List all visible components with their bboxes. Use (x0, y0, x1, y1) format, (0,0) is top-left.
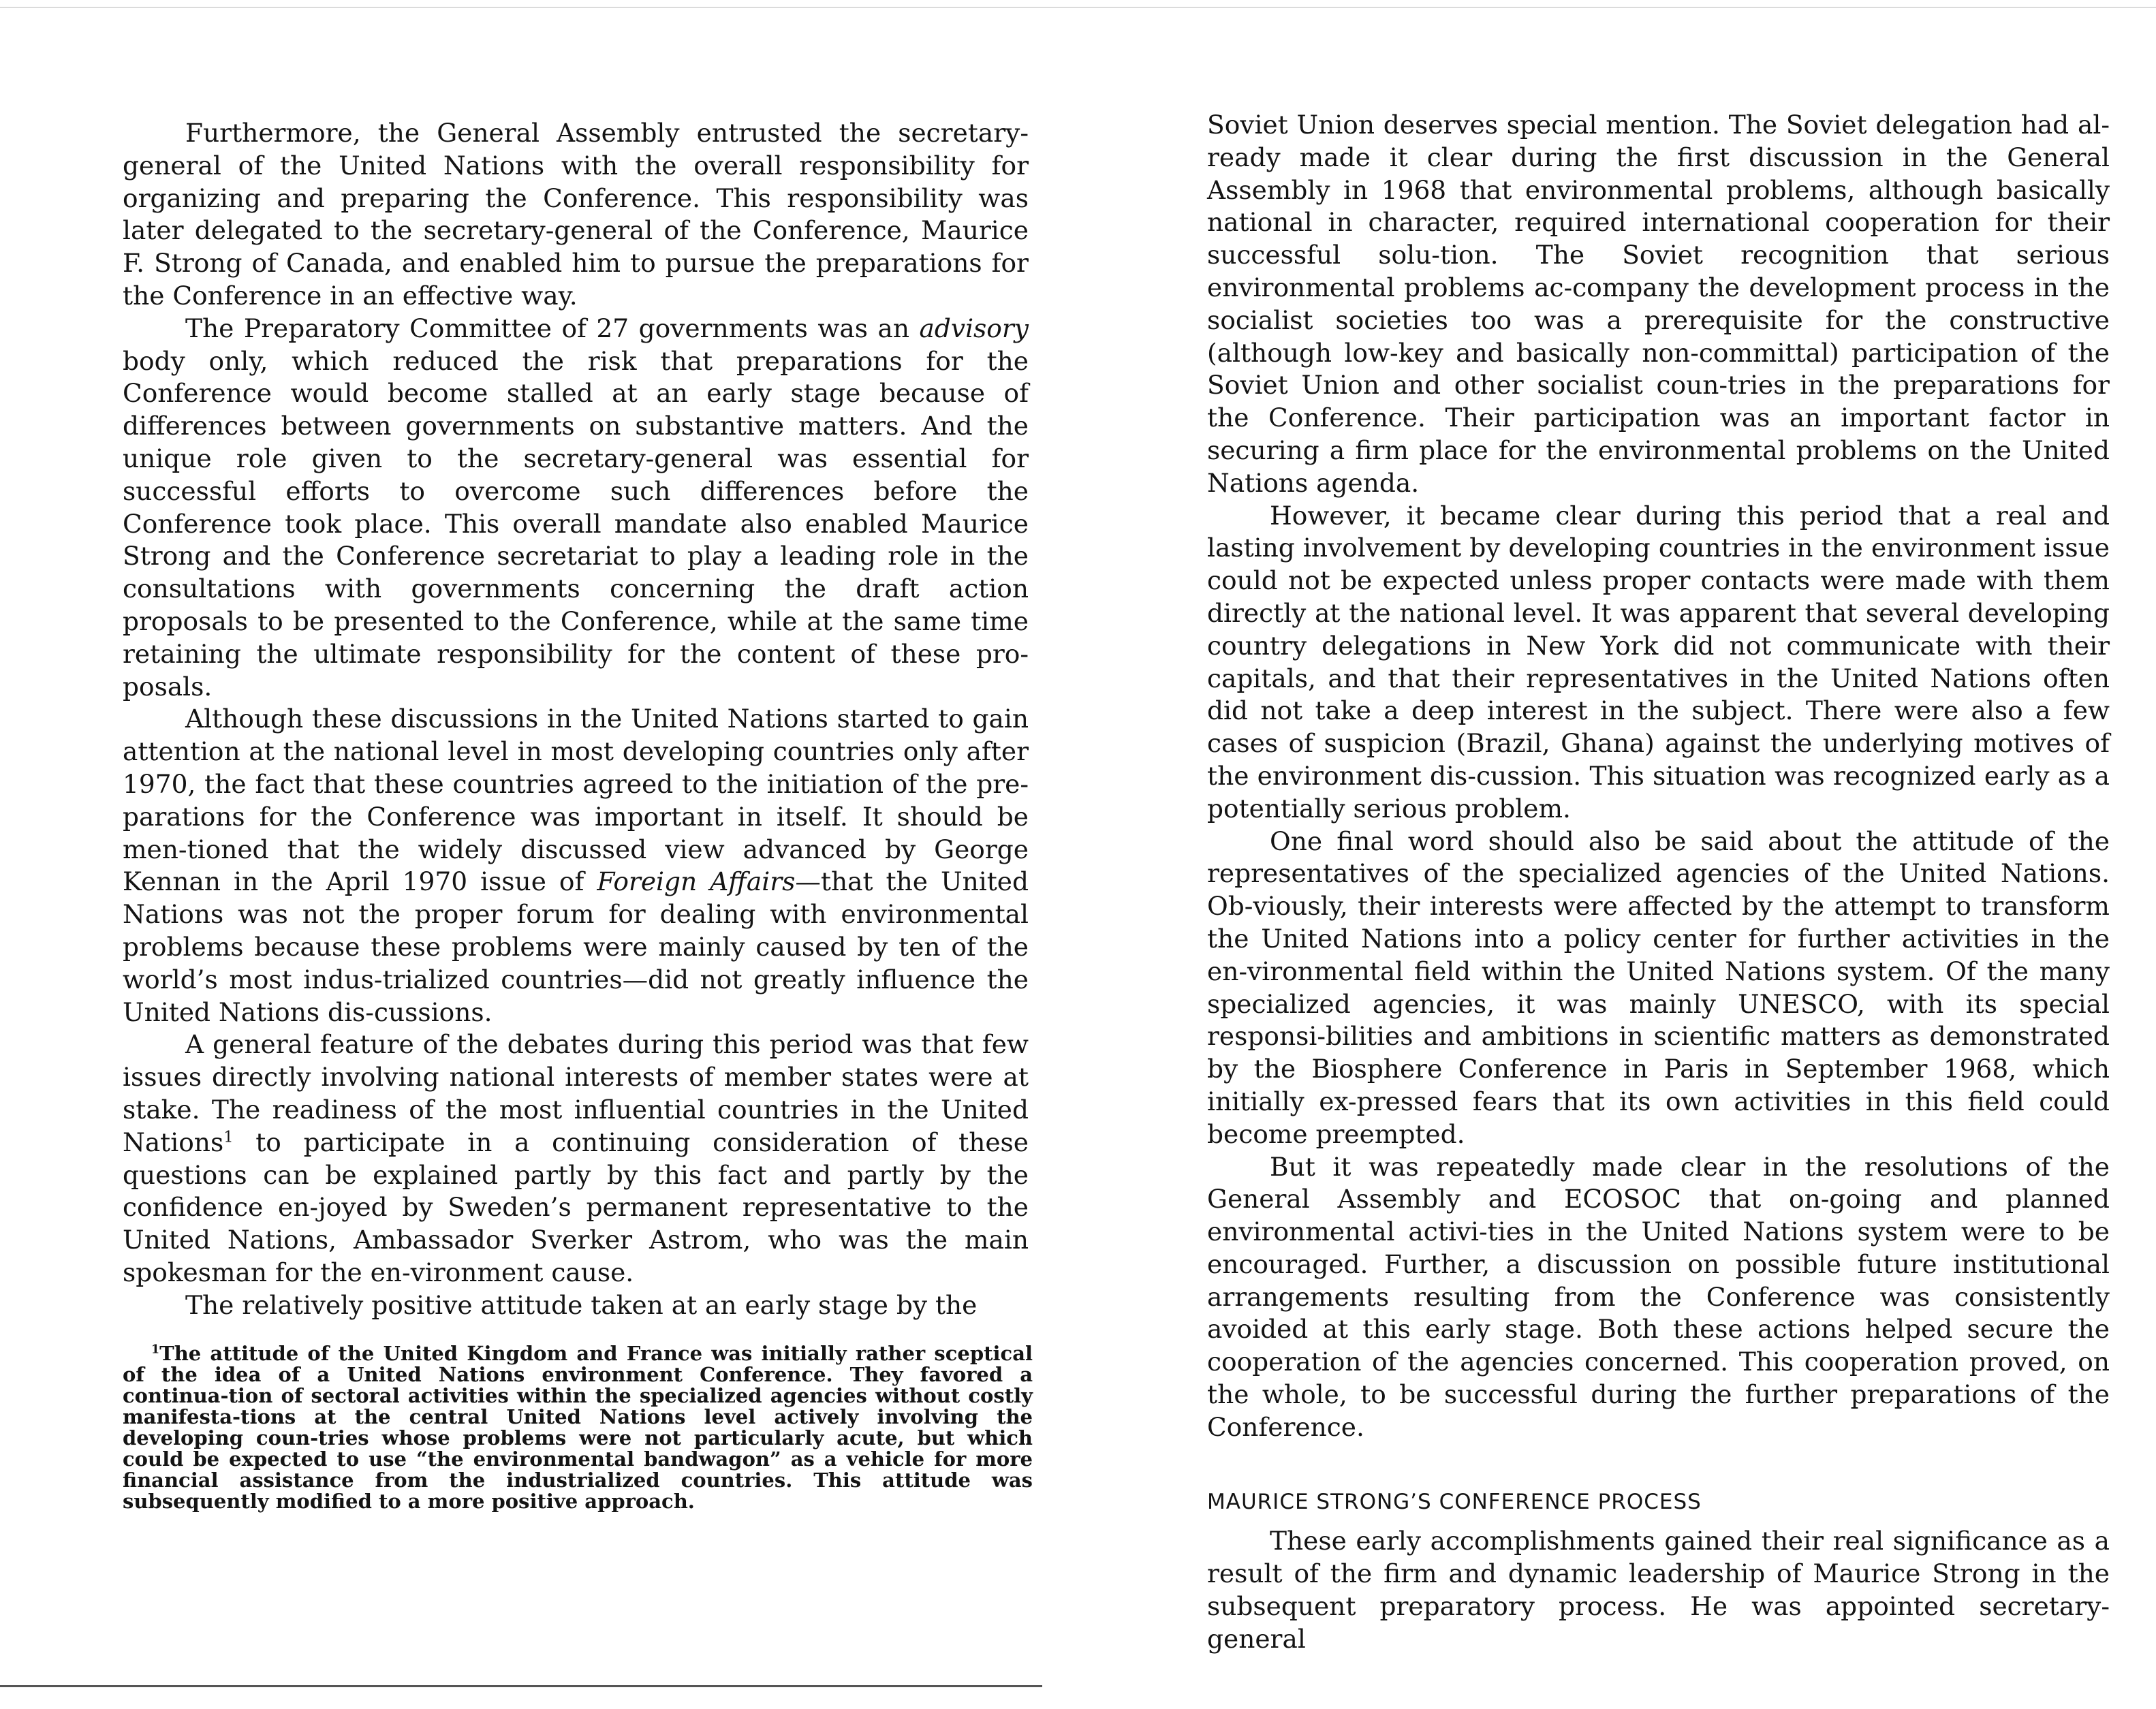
section-heading: MAURICE STRONG’S CONFERENCE PROCESS (1207, 1489, 1702, 1514)
left-paragraph-1: Furthermore, the General Assembly entrusted the secretary-general of the United Nations with the overall responsibility for organizing and preparing the Conference. This responsibility was later delegated to the secretary-general of the Conference, Maurice F. Strong of Canada, and enabled him to pursue the preparations for the Conference in an effective way. (123, 118, 1029, 311)
emphasis-foreign-affairs: Foreign Affairs (597, 866, 796, 897)
right-paragraph-2: However, it became clear during this period that a real and lasting involvement by developing countries in the environment issue could not be expected unless proper contacts were made with them directly at the national level. It was apparent that several developing country delegations in New York did not communicate with their capitals, and that their representatives in the United Nations often did not take a deep interest in the subject. There were also a few cases of suspicion (Brazil, Ghana) against the underlying motives of the environment dis-cussion. This situation was recognized early as a potentially serious problem. (1207, 500, 2110, 824)
emphasis-advisory: advisory (919, 313, 1029, 343)
left-paragraph-3 (123, 703, 1029, 1029)
footnote-number: 1 (151, 1343, 160, 1357)
right-paragraph-3: One final word should also be said about the attitude of the representatives of the specialized agencies of the United Nations. Ob-viously, their interests were affected by the attempt to transform the United Nations into a policy center for further activities in the en-vironmental field within the United Nations system. Of the many specialized agencies, it was mainly UNESCO, with its special responsi-bilities and ambitions in scientific matters as demonstrated by the Biosphere Conference in Paris in September 1968, which initially ex-pressed fears that its own activities in this field could become preempted. (1207, 826, 2110, 1149)
left-page-column (123, 117, 1029, 1321)
right-page-column (1207, 109, 2110, 1656)
left-paragraph-4 (123, 1029, 1029, 1289)
text-run: body only, which reduced the risk that preparations for the Conference would become stalled at an early stage because of differences between governments on substantive matters. And the unique role given to the secretary-general was essential for successful efforts to overcome such differences before the Conference took place. This overall mandate also enabled Maurice Strong and the Conference secretariat to play a leading role in the consultations with governments concerning the draft action proposals to be presented to the Conference, while at the same time retaining the ultimate responsibility for the content of these pro-posals. (123, 345, 1029, 702)
text-run: The attitude of the United Kingdom and France was initially rather sceptical of the idea of a United Nations environment Conference. They favored a continua-tion of sectoral activities within the specialized agencies without costly manifesta-tions at the central United Nations level actively involving the developing coun-tries whose problems were not particularly acute, but which could be expected to use “the environmental bandwagon” as a vehicle for more financial assistance from the industrialized countries. This attitude was subsequently modified to a more positive approach. (123, 1342, 1033, 1513)
right-paragraph-4: But it was repeatedly made clear in the resolutions of the General Assembly and ECOSOC that on-going and planned environmental activi-ties in the United Nations system were to be encouraged. Further, a discussion on possible future institutional arrangements resulting from the Conference was consistently avoided at this early stage. Both these actions helped secure the cooperation of the agencies concerned. This cooperation proved, on the whole, to be successful during the further preparations of the Conference. (1207, 1151, 2110, 1442)
right-paragraph-5: These early accomplishments gained their real significance as a result of the firm and dynamic leadership of Maurice Strong in the subsequent preparatory process. He was appointed secretary-general (1207, 1526, 2110, 1654)
footnote (123, 1343, 1033, 1512)
text-run: The Preparatory Committee of 27 governments was an (185, 313, 920, 343)
scan-edge-bottom (0, 1685, 1042, 1687)
left-paragraph-5: The relatively positive attitude taken at an early stage by the (185, 1289, 978, 1320)
text-run: A general feature of the debates during this period was that few issues directly involving national interests of member states were at stake. The readiness of the most influential countries in the United Nations (123, 1029, 1029, 1157)
text-run: to participate in a continuing consideration of these questions can be explained partly by this fact and partly by the confidence en-joyed by Sweden’s permanent representative to the United Nations, Ambassador Sverker Astrom, who was the main spokesman for the en-vironment cause. (123, 1127, 1029, 1287)
text-run: Although these discussions in the United Nations started to gain attention at the national level in most developing countries only after 1970, the fact that these countries agreed to the initiation of the pre-parations for the Conference was important in itself. It should be men-tioned that the widely discussed view advanced by George Kennan in the April 1970 issue of (123, 704, 1029, 897)
footnote-text (123, 1343, 1033, 1512)
left-paragraph-2 (123, 313, 1029, 704)
footnote-marker: 1 (223, 1128, 234, 1146)
right-paragraph-1: Soviet Union deserves special mention. The Soviet delegation had al-ready made it clear during the first discussion in the General Assembly in 1968 that environmental problems, although basically national in character, required international cooperation for their successful solu-tion. The Soviet recognition that serious environmental problems ac-company the development process in the socialist societies too was a prerequisite for the constructive (although low-key and basically non-committal) participation of the Soviet Union and other socialist coun-tries in the preparations for the Conference. Their participation was an important factor in securing a firm place for the environmental problems on the United Nations agenda. (1207, 110, 2110, 498)
text-run: —that the United Nations was not the proper forum for dealing with environmental problems because these problems were mainly caused by ten of the world’s most indus-trialized countries—did not greatly influence the United Nations dis-cussions. (123, 866, 1029, 1027)
